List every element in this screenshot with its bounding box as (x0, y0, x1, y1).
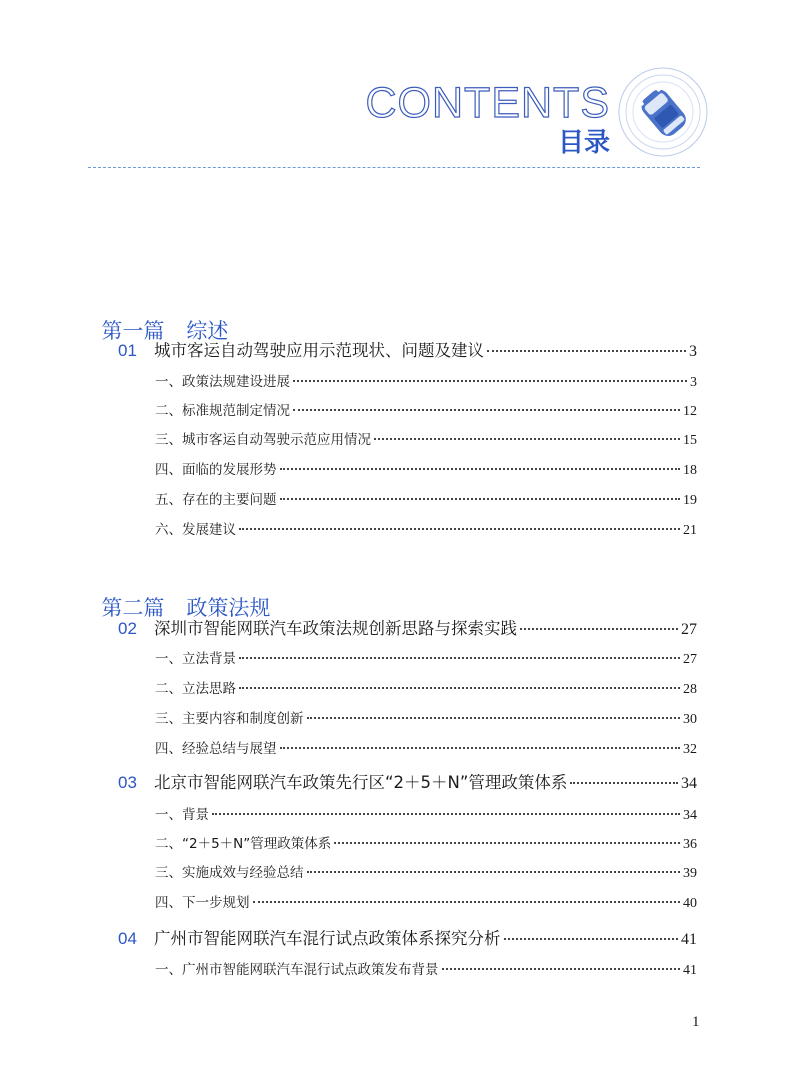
section-entry[interactable] (155, 650, 697, 669)
header-divider (88, 167, 700, 168)
dot-leader (239, 687, 680, 689)
section-entry[interactable] (155, 373, 697, 392)
page-ref: 40 (683, 896, 697, 911)
section-entry[interactable] (155, 491, 697, 510)
contents-heading: CONTENTS (365, 79, 610, 127)
dot-leader (280, 498, 681, 500)
section-title: 五、存在的主要问题 (155, 492, 277, 508)
dot-leader (239, 657, 680, 659)
dot-leader (280, 747, 681, 749)
chapter-number: 04 (118, 929, 137, 948)
section-entry[interactable] (155, 894, 697, 913)
dot-leader (520, 628, 678, 630)
chapter-entry[interactable] (118, 340, 697, 363)
part-title (88, 292, 228, 344)
section-title: 三、实施成效与经验总结 (155, 865, 304, 881)
chapter-number: 02 (118, 619, 137, 638)
page-ref: 18 (683, 463, 697, 478)
chapter-entry[interactable] (118, 772, 697, 795)
page-ref: 27 (683, 652, 697, 667)
section-title: 一、广州市智能网联汽车混行试点政策发布背景 (155, 962, 439, 978)
page-ref: 34 (683, 808, 697, 823)
dot-leader (570, 782, 678, 784)
part-title (88, 569, 270, 621)
page-ref: 3 (690, 375, 697, 390)
page-ref: 41 (681, 931, 697, 948)
section-title: 二、标准规范制定情况 (155, 403, 290, 419)
part-label: 第一篇 (101, 319, 165, 343)
page-ref: 32 (683, 742, 697, 757)
page-ref: 28 (683, 682, 697, 697)
page-ref: 19 (683, 493, 697, 508)
chapter-title: 城市客运自动驾驶应用示范现状、问题及建议 (154, 341, 484, 360)
page-ref: 3 (689, 343, 697, 360)
part-label: 第二篇 (101, 596, 165, 620)
section-title: 一、政策法规建设进展 (155, 374, 290, 390)
chapter-title: 广州市智能网联汽车混行试点政策体系探究分析 (154, 929, 501, 948)
page-ref: 30 (683, 712, 697, 727)
page-ref: 12 (683, 404, 697, 419)
dot-leader (280, 468, 681, 470)
part-name: 政策法规 (186, 596, 271, 620)
page-number: 1 (692, 1014, 700, 1030)
dot-leader (334, 842, 680, 844)
section-entry[interactable] (155, 402, 697, 421)
section-title: 二、“2＋5＋N”管理政策体系 (155, 836, 332, 852)
part-name: 综述 (186, 319, 229, 343)
section-title: 四、下一步规划 (155, 895, 250, 911)
section-entry[interactable] (155, 806, 697, 825)
section-title: 四、面临的发展形势 (155, 462, 277, 478)
chapter-entry[interactable] (118, 618, 697, 641)
dot-leader (239, 528, 680, 530)
section-title: 四、经验总结与展望 (155, 741, 277, 757)
section-title: 一、立法背景 (155, 651, 236, 667)
chapter-title: 北京市智能网联汽车政策先行区“2＋5＋N”管理政策体系 (154, 773, 568, 792)
dot-leader (487, 350, 686, 352)
section-entry[interactable] (155, 431, 697, 450)
section-entry[interactable] (155, 680, 697, 699)
dot-leader (293, 380, 687, 382)
section-title: 一、背景 (155, 807, 209, 823)
page-ref: 39 (683, 866, 697, 881)
page-ref: 34 (681, 775, 697, 792)
section-title: 三、主要内容和制度创新 (155, 711, 304, 727)
section-title: 三、城市客运自动驾驶示范应用情况 (155, 432, 371, 448)
page-ref: 36 (683, 837, 697, 852)
chapter-title: 深圳市智能网联汽车政策法规创新思路与探索实践 (154, 619, 517, 638)
chapter-entry[interactable] (118, 928, 697, 951)
section-entry[interactable] (155, 461, 697, 480)
section-entry[interactable] (155, 835, 697, 854)
chapter-number: 01 (118, 341, 137, 360)
dot-leader (293, 409, 680, 411)
dot-leader (504, 938, 679, 940)
section-entry[interactable] (155, 961, 697, 980)
section-entry[interactable] (155, 740, 697, 759)
section-title: 六、发展建议 (155, 522, 236, 538)
page-header (0, 0, 790, 180)
section-entry[interactable] (155, 710, 697, 729)
page-ref: 41 (683, 963, 697, 978)
section-title: 二、立法思路 (155, 681, 236, 697)
page-ref: 27 (681, 621, 697, 638)
page-ref: 21 (683, 523, 697, 538)
car-icon (615, 64, 715, 164)
section-entry[interactable] (155, 864, 697, 883)
dot-leader (374, 438, 680, 440)
dot-leader (212, 813, 680, 815)
toc-title: 目录 (557, 128, 610, 158)
section-entry[interactable] (155, 521, 697, 540)
page-ref: 15 (683, 433, 697, 448)
dot-leader (442, 968, 681, 970)
dot-leader (307, 717, 681, 719)
dot-leader (253, 901, 681, 903)
chapter-number: 03 (118, 773, 137, 792)
dot-leader (307, 871, 681, 873)
